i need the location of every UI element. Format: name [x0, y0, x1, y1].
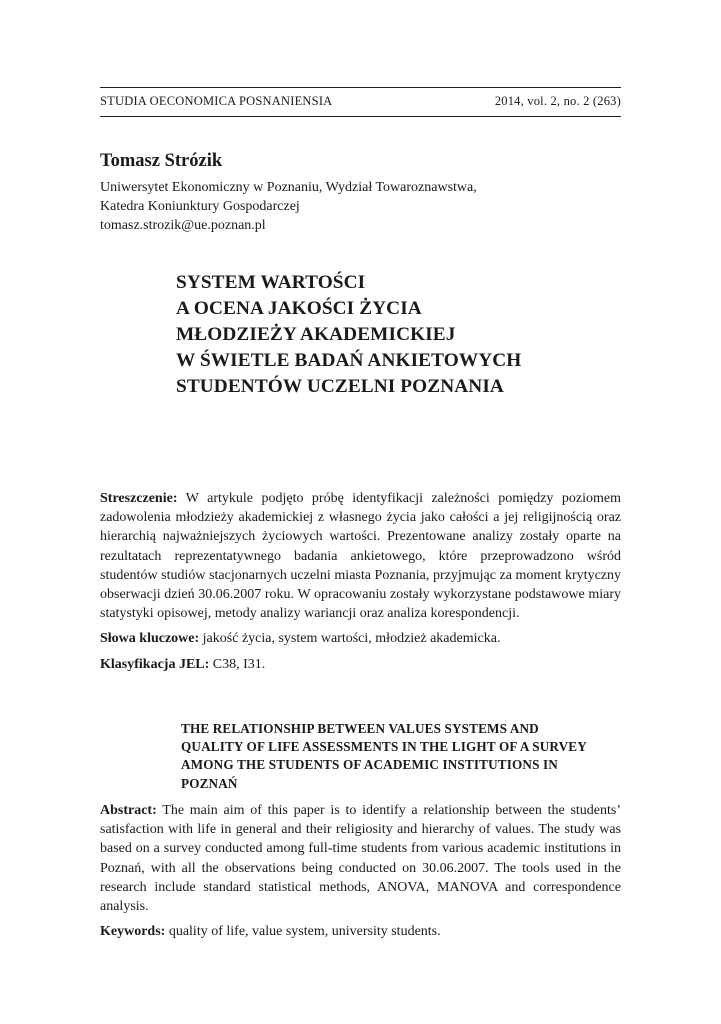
title-en-line: THE RELATIONSHIP BETWEEN VALUES SYSTEMS AND [181, 721, 539, 736]
title-pl-line: W ŚWIETLE BADAŃ ANKIETOWYCH [176, 350, 522, 371]
jel-label: Klasyfikacja JEL: [100, 656, 210, 672]
abstract-paragraph [100, 801, 621, 916]
header-top-rule [100, 87, 621, 88]
journal-name: STUDIA OECONOMICA POSNANIENSIA [100, 94, 333, 108]
header-bottom-rule [100, 116, 621, 117]
title-pl-line: MŁODZIEŻY AKADEMICKIEJ [176, 324, 456, 345]
author-name: Tomasz Strózik [100, 151, 223, 171]
title-en-line: QUALITY OF LIFE ASSESSMENTS IN THE LIGHT OF A SURVEY [181, 739, 587, 755]
abstract-label: Abstract: [100, 803, 157, 818]
streszczenie-text: W artykule podjęto próbę identyfikacji zależności pomiędzy poziomem zadowolenia młodzieży akademickiej z własnego życia jako całości a jej religijnością oraz hierarchią najważniejszych życiowych wartości. Prezentowane analizy zostały oparte na rezultatach reprezentatywnego badania ankietowego, które przeprowadzono wśród studentów studiów stacjonarnych uczelni miasta Poznania, przyjmując za moment krytyczny obserwacji dzień 30.06.2007 roku. W opracowaniu zostały wykorzystane podstawowe miary statystyki opisowej, metody analizy wariancji oraz analiza korespondencji. [100, 491, 621, 622]
keywords-en-label: Keywords: [100, 924, 166, 940]
streszczenie-paragraph [100, 489, 621, 623]
abstract-english [100, 801, 621, 941]
jel-paragraph [100, 655, 621, 674]
title-pl-line: SYSTEM WARTOŚCI [176, 272, 366, 293]
affiliation-line-1: Uniwersytet Ekonomiczny w Poznaniu, Wydział Towaroznawstwa, [100, 180, 477, 195]
keywords-pl-paragraph [100, 629, 621, 648]
issue-info: 2014, vol. 2, no. 2 (263) [494, 94, 621, 108]
title-pl-line: STUDENTÓW UCZELNI POZNANIA [176, 376, 504, 397]
affiliation-line-2: Katedra Koniunktury Gospodarczej [100, 199, 300, 214]
keywords-pl-text: jakość życia, system wartości, młodzież akademicka. [202, 631, 501, 647]
author-block [100, 150, 621, 235]
abstract-text: The main aim of this paper is to identify a relationship between the students’ satisfaction with life in general and their religiosity and hierarchy of values. The study was based on a survey conducted among full-time students from various academic institutions in Poznań, with all the observations being conducted on 30.06.2007. The tools used in the research include standard statistical methods, ANOVA, MANOVA and correspondence analysis. [100, 803, 621, 915]
jel-codes: C38, I31. [212, 656, 266, 672]
title-polish [176, 270, 621, 400]
author-email: tomasz.strozik@ue.poznan.pl [100, 218, 266, 233]
streszczenie-label: Streszczenie: [100, 491, 178, 506]
keywords-en-paragraph [100, 922, 621, 941]
title-pl-line: A OCENA JAKOŚCI ŻYCIA [176, 298, 422, 319]
keywords-en-text: quality of life, value system, university students. [168, 924, 441, 940]
abstract-polish [100, 489, 621, 674]
title-en-line: AMONG THE STUDENTS OF ACADEMIC INSTITUTIONS IN [181, 757, 558, 773]
keywords-pl-label: Słowa kluczowe: [100, 631, 200, 647]
title-english [181, 720, 621, 793]
title-en-line: POZNAŃ [181, 775, 238, 791]
running-head [100, 94, 621, 109]
